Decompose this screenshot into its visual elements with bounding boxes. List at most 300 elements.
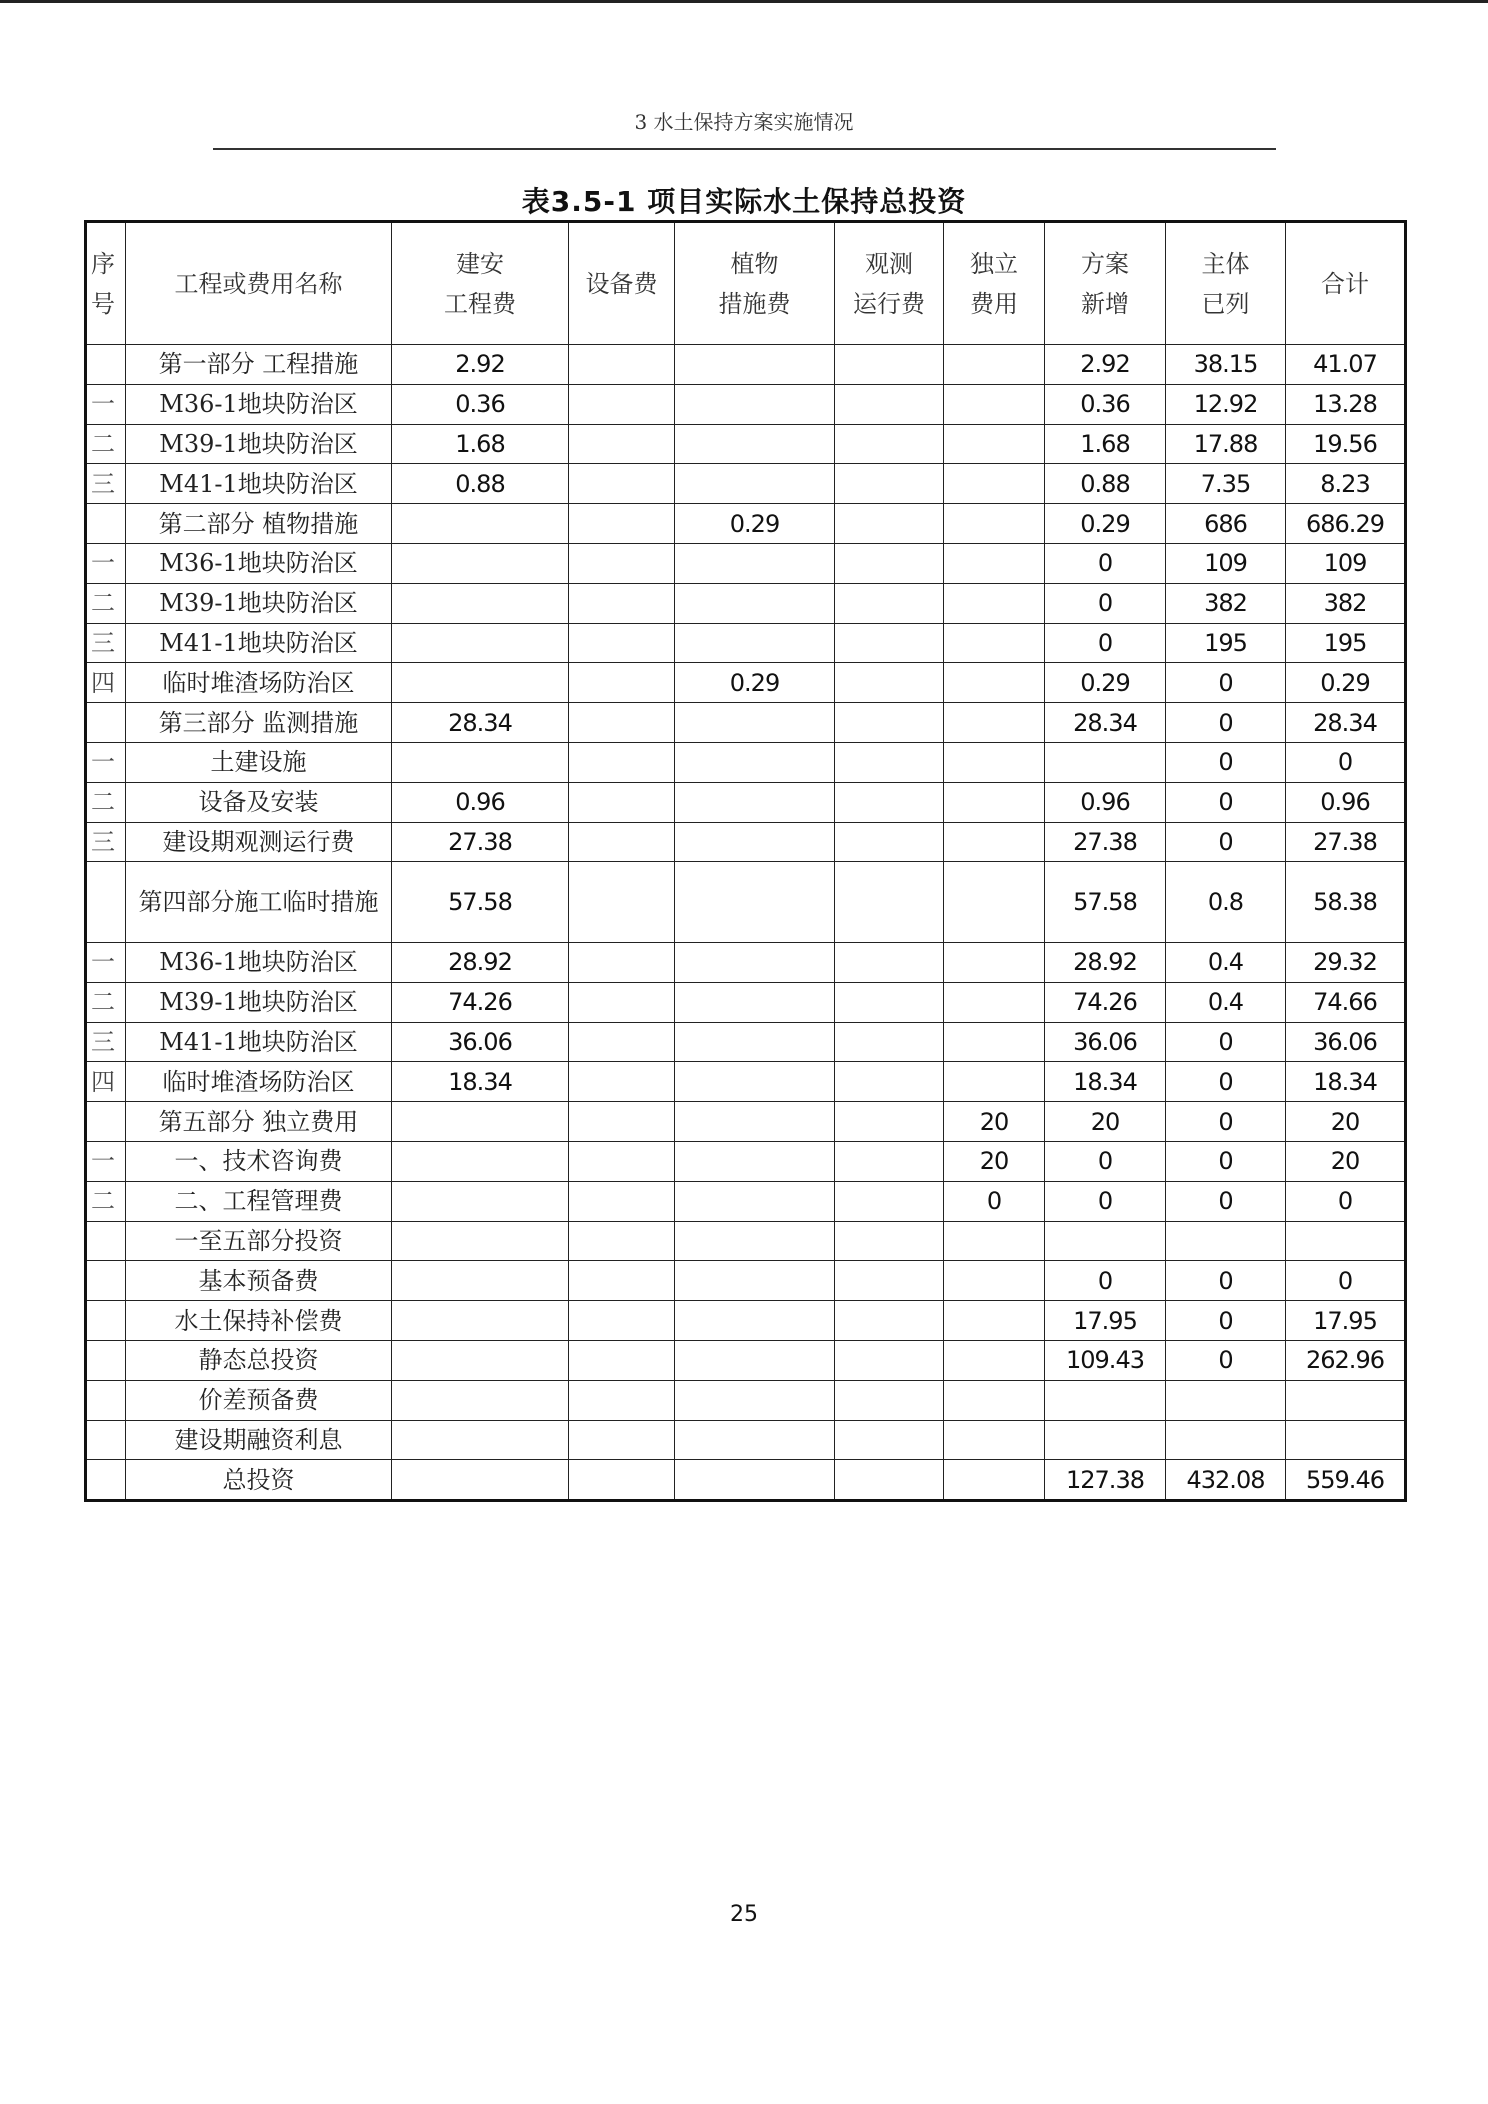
table-row [86, 1380, 1406, 1420]
table-row [86, 742, 1406, 782]
cell-guance [835, 1301, 944, 1341]
cell-zhiwu [675, 1340, 835, 1380]
column-header-line: 新增 [1081, 289, 1129, 318]
cell-jianan [392, 663, 569, 703]
cell-yilie: 382 [1166, 583, 1286, 623]
cell-shebei [569, 543, 675, 583]
cell-shebei [569, 504, 675, 544]
cell-jianan: 1.68 [392, 424, 569, 464]
cell-zhiwu [675, 1380, 835, 1420]
cell-heji: 109 [1286, 543, 1406, 583]
cell-heji: 36.06 [1286, 1022, 1406, 1062]
cell-guance [835, 464, 944, 504]
cell-xinzeng: 20 [1045, 1102, 1166, 1142]
header-rule [213, 148, 1276, 150]
cell-yilie: 0 [1166, 1022, 1286, 1062]
cell-xinzeng: 2.92 [1045, 345, 1166, 385]
cell-zhiwu: 0.29 [675, 504, 835, 544]
cell-name: 建设期融资利息 [126, 1420, 392, 1460]
cell-shebei [569, 1340, 675, 1380]
cell-xinzeng: 0 [1045, 543, 1166, 583]
column-header-line: 建安 [456, 249, 504, 278]
cell-zhiwu [675, 384, 835, 424]
cell-xinzeng: 0 [1045, 1141, 1166, 1181]
cell-duli [944, 663, 1045, 703]
cell-zhiwu [675, 1022, 835, 1062]
cell-shebei [569, 862, 675, 943]
table-row [86, 822, 1406, 862]
cell-zhiwu [675, 982, 835, 1022]
cell-guance [835, 1062, 944, 1102]
cell-guance [835, 822, 944, 862]
cell-name: 第二部分 植物措施 [126, 504, 392, 544]
cell-guance [835, 583, 944, 623]
cell-shebei [569, 1181, 675, 1221]
cell-duli [944, 1301, 1045, 1341]
cell-heji: 8.23 [1286, 464, 1406, 504]
cell-name: 水土保持补偿费 [126, 1301, 392, 1341]
cell-yilie: 0 [1166, 1062, 1286, 1102]
cell-seq: 一 [86, 543, 126, 583]
cell-shebei [569, 1102, 675, 1142]
table-row [86, 663, 1406, 703]
column-header-line: 已列 [1201, 289, 1250, 318]
cell-zhiwu [675, 1460, 835, 1501]
cell-yilie: 195 [1166, 623, 1286, 663]
cell-jianan [392, 1420, 569, 1460]
cell-seq [86, 1221, 126, 1261]
cell-duli [944, 345, 1045, 385]
cell-jianan [392, 623, 569, 663]
cell-seq [86, 504, 126, 544]
cell-duli [944, 782, 1045, 822]
cell-guance [835, 703, 944, 743]
cell-shebei [569, 663, 675, 703]
cell-jianan [392, 1181, 569, 1221]
column-header-line: 设备费 [585, 269, 658, 298]
cell-jianan: 74.26 [392, 982, 569, 1022]
cell-yilie: 109 [1166, 543, 1286, 583]
cell-name: M36-1地块防治区 [126, 942, 392, 982]
table-row [86, 384, 1406, 424]
table-row [86, 862, 1406, 943]
cell-xinzeng: 0 [1045, 623, 1166, 663]
cell-xinzeng: 18.34 [1045, 1062, 1166, 1102]
cell-zhiwu [675, 424, 835, 464]
table-row [86, 942, 1406, 982]
cell-name: 第一部分 工程措施 [126, 345, 392, 385]
cell-duli [944, 583, 1045, 623]
cell-duli [944, 862, 1045, 943]
cell-name: M36-1地块防治区 [126, 543, 392, 583]
cell-name: M41-1地块防治区 [126, 464, 392, 504]
cell-xinzeng: 0.96 [1045, 782, 1166, 822]
table-title: 表3.5-1 项目实际水土保持总投资 [521, 185, 967, 218]
cell-zhiwu [675, 742, 835, 782]
cell-guance [835, 1340, 944, 1380]
cell-name: 临时堆渣场防治区 [126, 1062, 392, 1102]
cell-jianan [392, 1261, 569, 1301]
table-row [86, 424, 1406, 464]
cell-name: 第三部分 监测措施 [126, 703, 392, 743]
cell-heji: 0.29 [1286, 663, 1406, 703]
cell-yilie [1166, 1221, 1286, 1261]
table-row [86, 1340, 1406, 1380]
cell-xinzeng: 0.36 [1045, 384, 1166, 424]
cell-yilie: 0 [1166, 703, 1286, 743]
cell-guance [835, 663, 944, 703]
cell-duli: 20 [944, 1102, 1045, 1142]
cell-seq [86, 703, 126, 743]
cell-zhiwu [675, 1102, 835, 1142]
cell-jianan [392, 1221, 569, 1261]
cell-seq: 三 [86, 822, 126, 862]
column-header-duli [944, 222, 1045, 345]
column-header-zhiwu [675, 222, 835, 345]
cell-yilie: 0 [1166, 1301, 1286, 1341]
cell-guance [835, 1181, 944, 1221]
cell-yilie: 38.15 [1166, 345, 1286, 385]
table-row [86, 1420, 1406, 1460]
cell-seq: 四 [86, 663, 126, 703]
cell-jianan: 2.92 [392, 345, 569, 385]
cell-xinzeng [1045, 742, 1166, 782]
cell-guance [835, 1420, 944, 1460]
table-row [86, 1221, 1406, 1261]
cell-yilie: 432.08 [1166, 1460, 1286, 1501]
cell-zhiwu [675, 1420, 835, 1460]
cell-yilie: 0 [1166, 1340, 1286, 1380]
cell-shebei [569, 742, 675, 782]
cell-xinzeng [1045, 1420, 1166, 1460]
cell-heji: 17.95 [1286, 1301, 1406, 1341]
cell-zhiwu [675, 345, 835, 385]
table-row [86, 1301, 1406, 1341]
cell-name: M41-1地块防治区 [126, 623, 392, 663]
cell-shebei [569, 1420, 675, 1460]
cell-xinzeng: 0.29 [1045, 504, 1166, 544]
cell-yilie: 7.35 [1166, 464, 1286, 504]
cell-duli [944, 982, 1045, 1022]
cell-zhiwu: 0.29 [675, 663, 835, 703]
cell-guance [835, 862, 944, 943]
cell-seq: 三 [86, 623, 126, 663]
cell-guance [835, 742, 944, 782]
column-header-line: 序 [91, 249, 115, 278]
table-row [86, 623, 1406, 663]
cell-heji [1286, 1380, 1406, 1420]
cell-guance [835, 1141, 944, 1181]
cell-shebei [569, 822, 675, 862]
cell-shebei [569, 424, 675, 464]
cell-shebei [569, 1261, 675, 1301]
cell-xinzeng: 1.68 [1045, 424, 1166, 464]
cell-duli [944, 1062, 1045, 1102]
cell-xinzeng: 17.95 [1045, 1301, 1166, 1341]
cell-seq: 四 [86, 1062, 126, 1102]
cell-name: M39-1地块防治区 [126, 583, 392, 623]
column-header-shebei [569, 222, 675, 345]
table-row [86, 703, 1406, 743]
cell-xinzeng: 0.88 [1045, 464, 1166, 504]
cell-name: 土建设施 [126, 742, 392, 782]
cell-jianan [392, 583, 569, 623]
cell-jianan [392, 1141, 569, 1181]
cell-xinzeng: 28.92 [1045, 942, 1166, 982]
cell-duli [944, 384, 1045, 424]
cell-duli: 0 [944, 1181, 1045, 1221]
cell-seq: 三 [86, 1022, 126, 1062]
running-head: 3 水土保持方案实施情况 [634, 110, 854, 134]
cell-heji: 262.96 [1286, 1340, 1406, 1380]
cell-shebei [569, 1460, 675, 1501]
cell-zhiwu [675, 703, 835, 743]
column-header-line: 独立 [970, 249, 1018, 278]
cell-jianan [392, 543, 569, 583]
table-row [86, 1141, 1406, 1181]
cell-name: M39-1地块防治区 [126, 982, 392, 1022]
cell-heji: 382 [1286, 583, 1406, 623]
cell-zhiwu [675, 862, 835, 943]
cell-jianan: 28.34 [392, 703, 569, 743]
cell-shebei [569, 1022, 675, 1062]
cell-jianan [392, 1380, 569, 1420]
table-row [86, 782, 1406, 822]
cell-xinzeng: 0 [1045, 583, 1166, 623]
cell-heji: 20 [1286, 1102, 1406, 1142]
cell-heji: 0 [1286, 1261, 1406, 1301]
cell-seq [86, 1261, 126, 1301]
cell-jianan [392, 1102, 569, 1142]
column-header-line: 措施费 [718, 289, 791, 318]
cell-xinzeng [1045, 1221, 1166, 1261]
cell-jianan [392, 504, 569, 544]
cell-yilie: 12.92 [1166, 384, 1286, 424]
cell-duli [944, 1340, 1045, 1380]
cell-yilie: 0 [1166, 782, 1286, 822]
cell-name: 临时堆渣场防治区 [126, 663, 392, 703]
table-row [86, 1062, 1406, 1102]
cell-seq: 二 [86, 424, 126, 464]
cell-guance [835, 782, 944, 822]
column-header-name [126, 222, 392, 345]
cell-jianan: 0.96 [392, 782, 569, 822]
cell-duli [944, 742, 1045, 782]
table-row [86, 1460, 1406, 1501]
cell-zhiwu [675, 1141, 835, 1181]
cell-shebei [569, 384, 675, 424]
cell-xinzeng: 109.43 [1045, 1340, 1166, 1380]
cell-jianan [392, 1460, 569, 1501]
cell-jianan [392, 1340, 569, 1380]
cell-heji [1286, 1420, 1406, 1460]
cell-guance [835, 1221, 944, 1261]
cell-zhiwu [675, 1181, 835, 1221]
cell-guance [835, 982, 944, 1022]
cell-xinzeng: 28.34 [1045, 703, 1166, 743]
cell-heji [1286, 1221, 1406, 1261]
column-header-line: 号 [91, 289, 115, 318]
cell-jianan: 0.36 [392, 384, 569, 424]
cell-yilie: 0.4 [1166, 942, 1286, 982]
cell-guance [835, 942, 944, 982]
cell-zhiwu [675, 782, 835, 822]
cell-yilie: 17.88 [1166, 424, 1286, 464]
cell-xinzeng: 57.58 [1045, 862, 1166, 943]
cell-seq: 二 [86, 1181, 126, 1221]
cell-jianan: 28.92 [392, 942, 569, 982]
cell-shebei [569, 345, 675, 385]
cell-heji: 18.34 [1286, 1062, 1406, 1102]
column-header-line: 运行费 [853, 289, 925, 318]
cell-yilie: 0 [1166, 1102, 1286, 1142]
table-row [86, 504, 1406, 544]
cell-zhiwu [675, 942, 835, 982]
cell-shebei [569, 942, 675, 982]
cell-guance [835, 424, 944, 464]
column-header-guance [835, 222, 944, 345]
cell-name: 价差预备费 [126, 1380, 392, 1420]
table-header-row [86, 222, 1406, 345]
cell-name: 二、工程管理费 [126, 1181, 392, 1221]
column-header-line: 主体 [1201, 249, 1250, 278]
column-header-line: 植物 [730, 249, 779, 278]
table-row [86, 464, 1406, 504]
investment-table [84, 220, 1407, 1502]
cell-seq: 一 [86, 742, 126, 782]
cell-duli [944, 942, 1045, 982]
cell-zhiwu [675, 822, 835, 862]
cell-guance [835, 1380, 944, 1420]
cell-yilie [1166, 1420, 1286, 1460]
table-row [86, 1022, 1406, 1062]
cell-zhiwu [675, 623, 835, 663]
cell-duli [944, 1460, 1045, 1501]
cell-yilie: 0 [1166, 1141, 1286, 1181]
cell-shebei [569, 1221, 675, 1261]
cell-xinzeng: 0.29 [1045, 663, 1166, 703]
cell-guance [835, 504, 944, 544]
cell-shebei [569, 1062, 675, 1102]
cell-seq [86, 1340, 126, 1380]
cell-name: 静态总投资 [126, 1340, 392, 1380]
cell-heji: 29.32 [1286, 942, 1406, 982]
cell-seq: 二 [86, 782, 126, 822]
cell-heji: 13.28 [1286, 384, 1406, 424]
cell-shebei [569, 1380, 675, 1420]
cell-duli [944, 504, 1045, 544]
cell-seq [86, 345, 126, 385]
page-top-border [0, 0, 1488, 3]
cell-name: M39-1地块防治区 [126, 424, 392, 464]
cell-duli [944, 822, 1045, 862]
cell-shebei [569, 623, 675, 663]
cell-name: 第四部分施工临时措施 [126, 862, 392, 943]
cell-shebei [569, 982, 675, 1022]
cell-heji: 0 [1286, 742, 1406, 782]
table-row [86, 1261, 1406, 1301]
cell-duli [944, 1420, 1045, 1460]
cell-duli [944, 424, 1045, 464]
page-number: 25 [730, 1902, 758, 1927]
cell-heji: 41.07 [1286, 345, 1406, 385]
cell-seq: 一 [86, 384, 126, 424]
cell-guance [835, 1102, 944, 1142]
cell-seq: 一 [86, 1141, 126, 1181]
column-header-line: 观测 [865, 249, 913, 278]
cell-yilie: 0 [1166, 742, 1286, 782]
table-row [86, 583, 1406, 623]
cell-duli [944, 1221, 1045, 1261]
cell-guance [835, 1022, 944, 1062]
cell-heji: 686.29 [1286, 504, 1406, 544]
column-header-jianan [392, 222, 569, 345]
cell-seq [86, 1380, 126, 1420]
cell-yilie: 0 [1166, 663, 1286, 703]
cell-shebei [569, 1141, 675, 1181]
cell-zhiwu [675, 1221, 835, 1261]
cell-seq: 二 [86, 583, 126, 623]
cell-duli [944, 464, 1045, 504]
cell-name: M36-1地块防治区 [126, 384, 392, 424]
cell-zhiwu [675, 1261, 835, 1301]
column-header-line: 工程或费用名称 [174, 269, 343, 298]
cell-yilie: 0 [1166, 1181, 1286, 1221]
cell-name: 第五部分 独立费用 [126, 1102, 392, 1142]
cell-yilie: 0.8 [1166, 862, 1286, 943]
cell-seq [86, 862, 126, 943]
cell-name: 总投资 [126, 1460, 392, 1501]
cell-jianan [392, 1301, 569, 1341]
column-header-line: 费用 [970, 289, 1018, 318]
cell-jianan: 27.38 [392, 822, 569, 862]
cell-seq: 三 [86, 464, 126, 504]
cell-shebei [569, 583, 675, 623]
cell-xinzeng: 0 [1045, 1261, 1166, 1301]
cell-zhiwu [675, 1301, 835, 1341]
table-row [86, 543, 1406, 583]
cell-duli [944, 1261, 1045, 1301]
cell-heji: 28.34 [1286, 703, 1406, 743]
column-header-yilie [1166, 222, 1286, 345]
cell-zhiwu [675, 464, 835, 504]
cell-xinzeng: 0 [1045, 1181, 1166, 1221]
cell-yilie: 0 [1166, 822, 1286, 862]
cell-guance [835, 345, 944, 385]
column-header-heji [1286, 222, 1406, 345]
cell-shebei [569, 703, 675, 743]
cell-yilie: 686 [1166, 504, 1286, 544]
column-header-seq [86, 222, 126, 345]
cell-duli: 20 [944, 1141, 1045, 1181]
cell-heji: 27.38 [1286, 822, 1406, 862]
table-row [86, 982, 1406, 1022]
cell-heji: 19.56 [1286, 424, 1406, 464]
cell-heji: 58.38 [1286, 862, 1406, 943]
cell-yilie [1166, 1380, 1286, 1420]
cell-jianan: 18.34 [392, 1062, 569, 1102]
cell-heji: 74.66 [1286, 982, 1406, 1022]
cell-name: 基本预备费 [126, 1261, 392, 1301]
cell-guance [835, 623, 944, 663]
cell-guance [835, 543, 944, 583]
cell-shebei [569, 464, 675, 504]
table-row [86, 1181, 1406, 1221]
cell-jianan: 0.88 [392, 464, 569, 504]
table-row [86, 1102, 1406, 1142]
cell-jianan [392, 742, 569, 782]
cell-duli [944, 703, 1045, 743]
